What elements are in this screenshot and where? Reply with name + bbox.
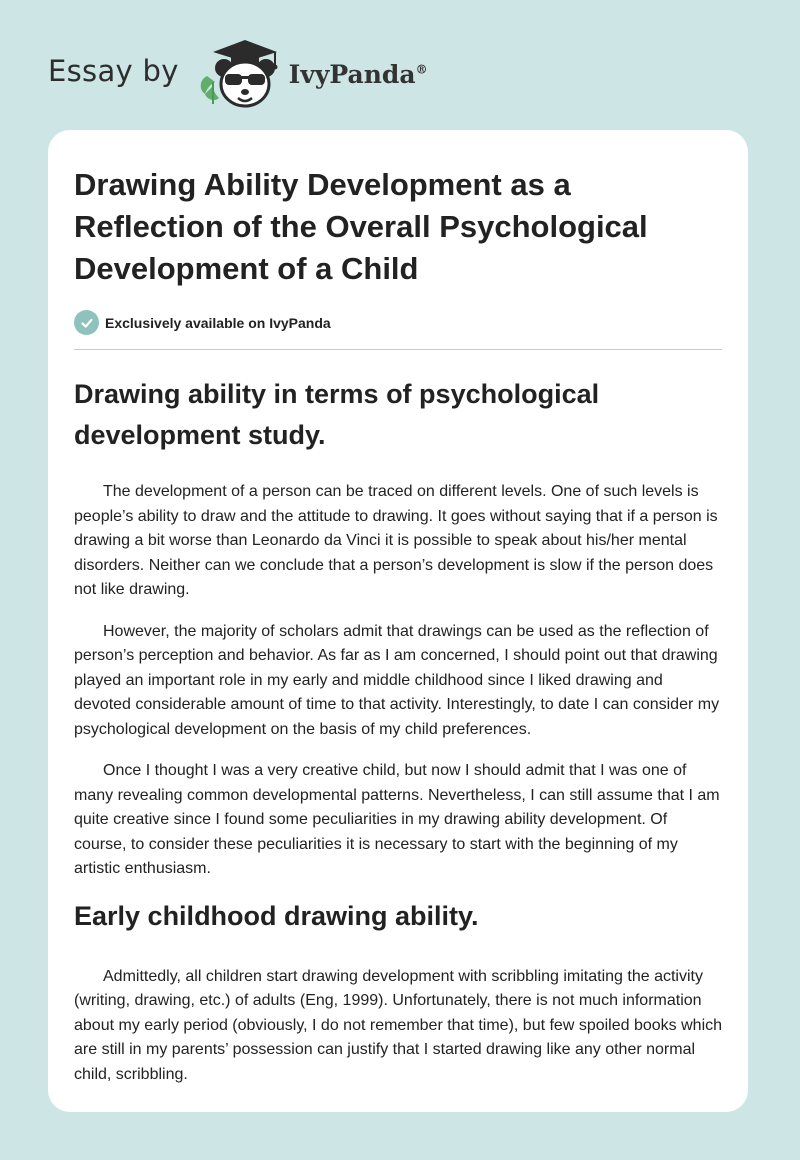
paragraph: The development of a person can be traced on different levels. One of such levels is people’s ability to draw and the attitude to drawing. It goes without saying that if a person is drawing a bit worse than Leonardo da Vinci it is possible to speak about his/her mental disorders. Neither can we conclude that a person’s development is slow if the person does not like drawing. bbox=[74, 483, 718, 598]
brand-name: IvyPanda® bbox=[288, 59, 428, 89]
section-heading: Early childhood drawing ability. bbox=[74, 900, 479, 931]
paragraph: However, the majority of scholars admit that drawings can be used as the reflection of person’s perception and behavior. As far as I am concerned, I should point out that drawing played an important role in my early and middle childhood since I liked drawing and devoted considerable amount of time to that activity. Interestingly, to date I can consider my psychological development on the basis of my child preferences. bbox=[74, 622, 720, 738]
title-divider bbox=[74, 349, 722, 350]
brand-header[interactable] bbox=[48, 36, 428, 110]
section-heading: Drawing ability in terms of psychological development study. bbox=[74, 379, 600, 450]
paragraph: Admittedly, all children start drawing development with scribbling imitating the activity (writing, drawing, etc.) of adults (Eng, 1999). Unfortunately, there is not much information about my early period (obviously, I do not remember that time), but few spoiled books which are still in my parents’ possession can justify that I started drawing like any other normal child, scribbling. bbox=[74, 967, 723, 1083]
exclusive-badge bbox=[74, 310, 722, 335]
panda-logo-icon bbox=[193, 36, 285, 110]
brand-prefix: Essay by bbox=[48, 54, 179, 88]
paragraph: Once I thought I was a very creative child, but now I should admit that I was one of many revealing common developmental patterns. Nevertheless, I can still assume that I am quite creative since I found some peculiarities in my drawing ability development. Of course, to consider these peculiarities it is necessary to start with the beginning of my artistic enthusiasm. bbox=[74, 762, 720, 877]
essay-title: Drawing Ability Development as a Reflection of the Overall Psychological Development of a Child bbox=[74, 167, 648, 286]
check-icon bbox=[74, 310, 99, 335]
essay-card bbox=[48, 130, 748, 1112]
exclusive-label: Exclusively available on IvyPanda bbox=[105, 314, 331, 331]
